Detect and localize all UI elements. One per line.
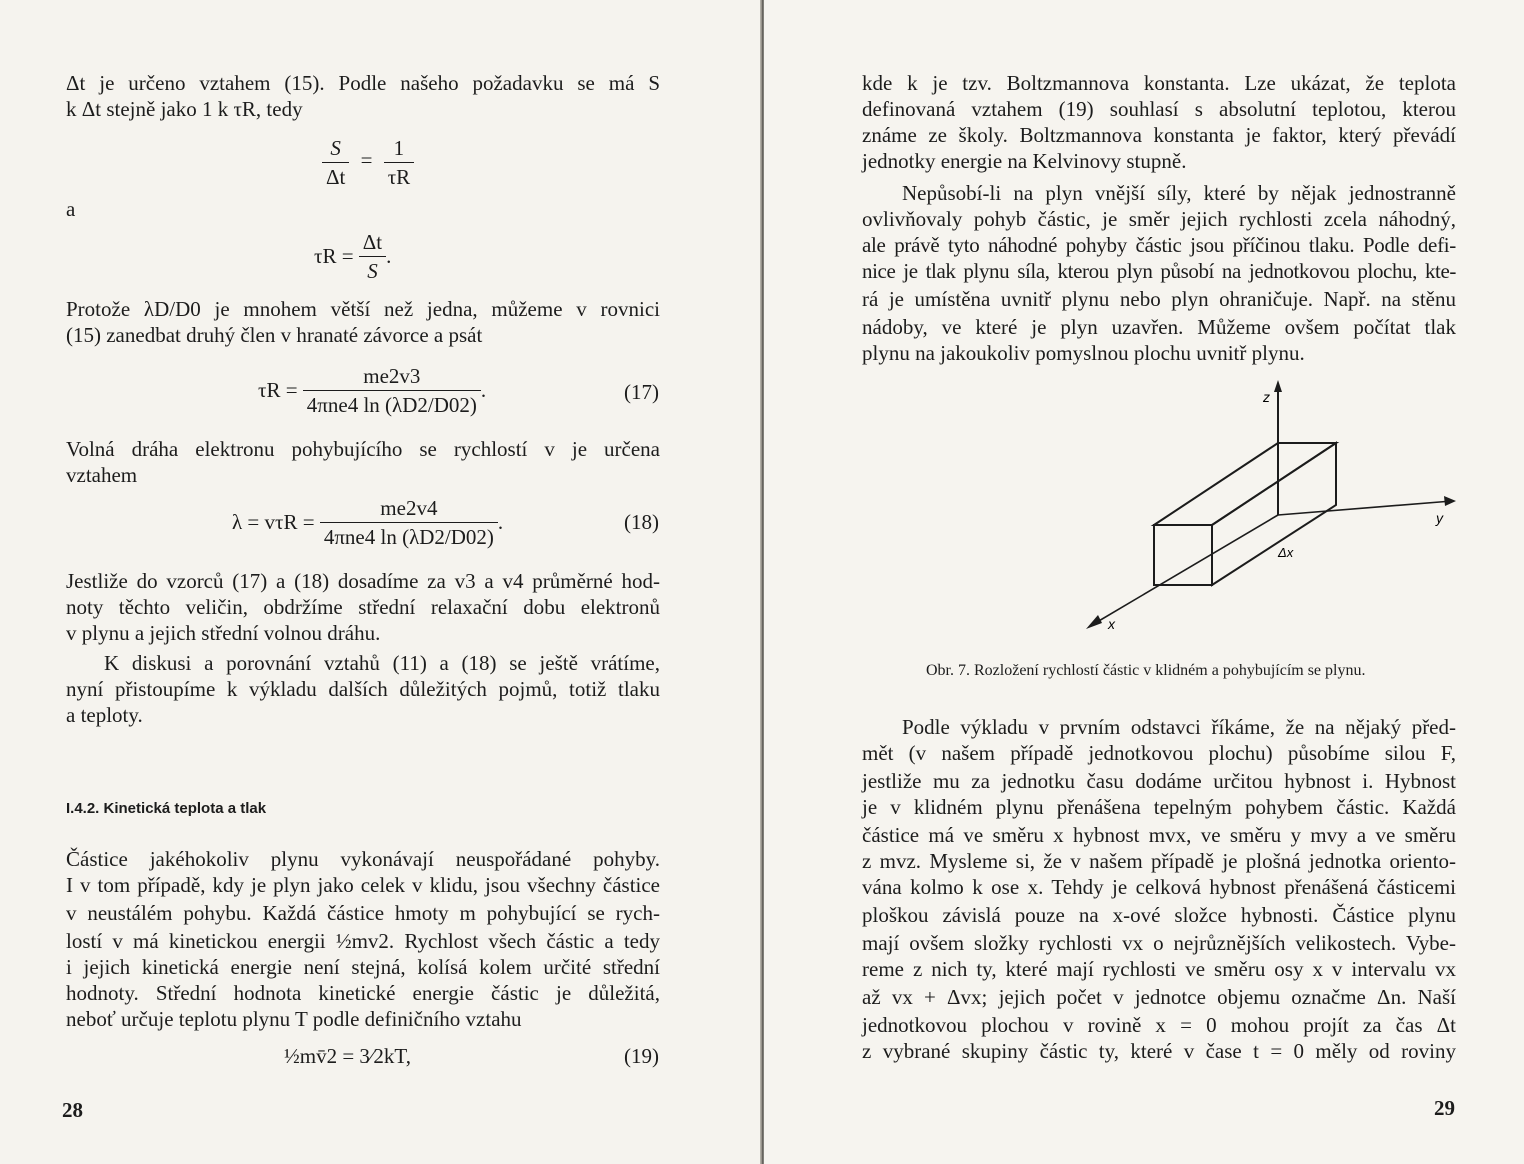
eq-b-lhs: τR =	[314, 244, 354, 268]
text-line: Volná dráha elektronu pohybujícího se rychlostí v je určena	[66, 437, 660, 461]
equation-18: λ = vτR = $\frac{me2v4}{\text{4πne4 ln (λD2/D02)}}$ .	[232, 496, 504, 549]
eq17-den: 4πne4 ln (λD2/D02)	[306, 393, 477, 417]
text-line: ovlivňovaly pohyb částic, je směr jejich rychlosti zcela náhodný,	[862, 207, 1456, 231]
text-line: ale právě tyto náhodné pohyby částic jsou příčinou tlaku. Podle defi-	[862, 233, 1456, 257]
text-line: Protože λD/D0 je mnohem větší než jedna, můžeme v rovnici	[66, 297, 660, 321]
text-line: jednotkovou plochou v rovině x = 0 mohou projít za čas Δt	[862, 1013, 1456, 1037]
eq-a-den: Δt	[326, 165, 346, 189]
text-line: jestliže mu za jednotku času dodáme určitou hybnost i. Hybnost	[862, 769, 1456, 793]
text-line: K diskusi a porovnání vztahů (11) a (18) se ještě vrátíme,	[104, 651, 660, 675]
text-line: kde k je tzv. Boltzmannova konstanta. Lze ukázat, že teplota	[862, 71, 1456, 95]
eq17-num: me2v3	[303, 362, 481, 391]
axis-label-x: x	[1108, 616, 1115, 632]
section-heading: I.4.2. Kinetická teplota a tlak	[66, 800, 267, 817]
equation-17: τR = $\frac{me2v3}{\text{4πne4 ln (λD2/D02)}}$ .	[258, 364, 487, 417]
left-page	[0, 0, 760, 1164]
text-line: (15) zanedbat druhý člen v hranaté závorce a psát	[66, 323, 483, 347]
text-line: noty těchto veličin, obdržíme střední relaxační dobu elektronů	[66, 595, 660, 619]
eq18-den: 4πne4 ln (λD2/D02)	[323, 525, 494, 549]
text-line: mět (v našem případě jednotkovou plochu) působíme silou F,	[862, 741, 1456, 765]
text-line: Δt je určeno vztahem (15). Podle našeho požadavku se má S	[66, 71, 660, 95]
equation-19: ½mv̄2 = 3⁄2kT,	[284, 1044, 411, 1068]
equation-s-over-dt: $\frac{S}{\Delta t}$ = $\frac{1}{\tau R}$	[322, 134, 414, 191]
text-line: vztahem	[66, 463, 138, 487]
text-line: částice má ve směru x hybnost mvx, ve směru y mvy a ve směru	[862, 823, 1456, 847]
text-line: neboť určuje teplotu plynu T podle definičního vztahu	[66, 1007, 522, 1031]
equation-tau-r: τR = $\frac{\Delta t}{S}$ .	[314, 230, 392, 283]
text-line: rá je umístěna uvnitř plynu nebo plyn ohraničuje. Např. na stěnu	[862, 287, 1456, 311]
text-line: nádoby, ve které je plyn uzavřen. Můžeme ovšem počítat tlak	[862, 315, 1456, 339]
eq-a-num: S	[330, 136, 341, 160]
z-arrow-icon	[1274, 380, 1282, 392]
text-line: z vybrané skupiny částic ty, které v čase t = 0 měly od roviny	[862, 1039, 1456, 1063]
text-line: jednotky energie na Kelvinovy stupně.	[862, 149, 1187, 173]
eq18-num: me2v4	[320, 494, 498, 523]
text-line: I v tom případě, kdy je plyn jako celek v klidu, jsou všechny částice	[66, 873, 660, 897]
text-line: vána kolmo k ose x. Tehdy je celková hybnost přenášená částicemi	[862, 875, 1456, 899]
text-line: z mvz. Mysleme si, že v našem případě je plošná jednotka orientο-	[862, 849, 1456, 873]
text-line: i jejich kinetická energie není stejná, kolísá kolem určité střední	[66, 955, 660, 979]
equation-number-18: (18)	[624, 510, 659, 534]
text-line: ploškou závislá pouze na x-ové složce hybnosti. Částice plynu	[862, 903, 1456, 927]
text-line: v neustálém pohybu. Každá částice hmoty m pohybující se rych-	[66, 901, 660, 925]
figure-caption: Obr. 7. Rozložení rychlostí částic v klidném a pohybujícím se plynu.	[926, 662, 1366, 679]
text-line: a	[66, 197, 76, 221]
text-line: reme z nich ty, které mají rychlosti ve směru osy x v intervalu vx	[862, 957, 1456, 981]
text-line: nyní přistoupíme k výkladu dalších důležitých pojmů, totiž tlaku	[66, 677, 660, 701]
text-line: plynu na jakoukoliv pomyslnou plochu uvnitř plynu.	[862, 341, 1305, 365]
text-line: k Δt stejně jako 1 k τR, tedy	[66, 97, 303, 121]
axis-label-z: z	[1263, 389, 1270, 405]
text-line: mají ovšem složky rychlosti vx o nejrůznějších velikostech. Vybe-	[862, 931, 1456, 955]
eq17-lhs: τR =	[258, 378, 298, 402]
eq-b-num: Δt	[359, 228, 386, 257]
x-axis	[1092, 515, 1278, 625]
right-page	[764, 0, 1524, 1164]
y-arrow-icon	[1444, 496, 1456, 506]
x-arrow-icon	[1086, 615, 1102, 629]
eq-a-rden: τR	[387, 165, 411, 189]
eq18-lhs: λ = vτR =	[232, 510, 315, 534]
text-line: hodnoty. Střední hodnota kinetické energie částic je důležitá,	[66, 981, 660, 1005]
text-line: definovaná vztahem (19) souhlasí s absolutní teplotou, kterou	[862, 97, 1456, 121]
text-line: a teploty.	[66, 703, 143, 727]
text-line: je v klidném plynu přenášena tepelným pohybem částic. Každá	[862, 795, 1456, 819]
eq-a-rnum: 1	[384, 134, 414, 163]
axis-label-y: y	[1436, 510, 1443, 526]
text-line: známe ze školy. Boltzmannova konstanta je faktor, který převádí	[862, 123, 1456, 147]
equation-number-19: (19)	[624, 1044, 659, 1068]
y-axis	[1278, 501, 1452, 515]
text-line: Jestliže do vzorců (17) a (18) dosadíme za v3 a v4 průměrné hod-	[66, 569, 660, 593]
equation-number-17: (17)	[624, 380, 659, 404]
dx-label: Δx	[1278, 545, 1294, 560]
box-edge	[1154, 443, 1278, 525]
page-number-right: 29	[1434, 1096, 1455, 1120]
eq-b-den: S	[367, 259, 378, 283]
text-line: až vx + Δvx; jejich počet v jednotce objemu označme Δn. Naší	[862, 985, 1456, 1009]
page-number-left: 28	[62, 1098, 83, 1122]
text-line: lostí v má kinetickou energii ½mv2. Rychlost všech částic a tedy	[66, 929, 660, 953]
text-line: v plynu a jejich střední volnou dráhu.	[66, 621, 381, 645]
text-line: Částice jakéhokoliv plynu vykonávají neuspořádané pohyby.	[66, 847, 660, 871]
figure-coordinate-box	[1064, 375, 1484, 640]
text-line: Podle výkladu v prvním odstavci říkáme, že na nějaký před-	[902, 715, 1456, 739]
text-line: Nepůsobí-li na plyn vnější síly, které by nějak jednostranně	[902, 181, 1456, 205]
text-line: nice je tlak plynu síla, kterou plyn působí na jednotkovou plochu, kte-	[862, 259, 1456, 283]
